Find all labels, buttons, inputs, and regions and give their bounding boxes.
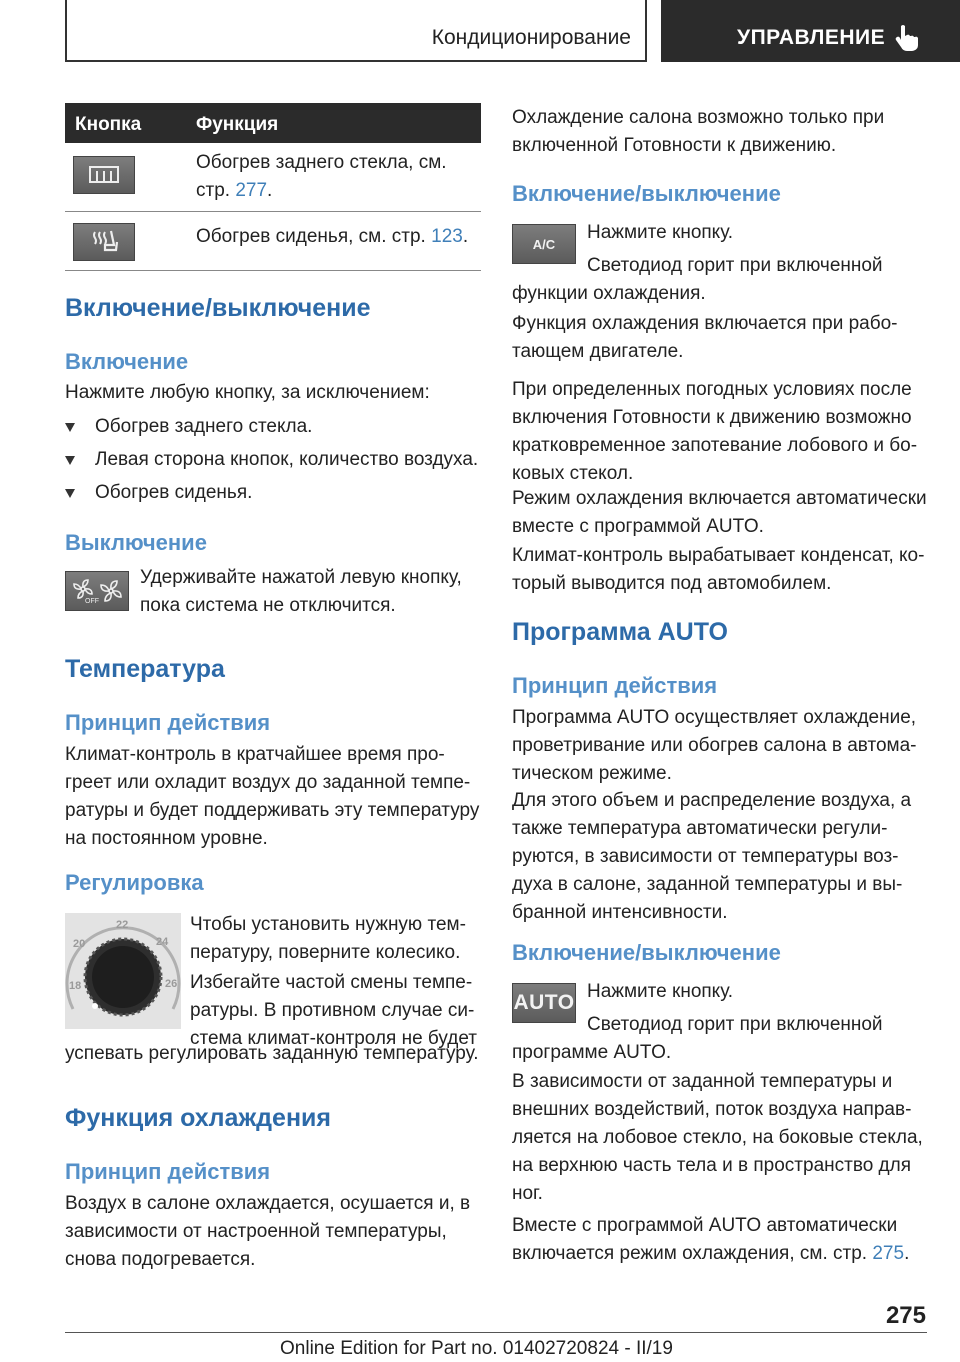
page-link[interactable]: 275 xyxy=(872,1243,905,1264)
knob-label-26: 26 xyxy=(165,978,178,990)
heading-on-off: Включение/выключение xyxy=(65,294,371,322)
paragraph: Воздух в салоне охлаждается, осушается и, в зависимости от настроенной температуры, снова подогревается. xyxy=(65,1193,471,1270)
footer-divider xyxy=(65,1332,927,1333)
paragraph: Климат-контроль в кратчайшее время про- греет или охладит воздух до заданной темпе- ратуры и будет поддерживать эту температуру на постоянном уровне. xyxy=(65,744,480,849)
triangle-bullet-icon xyxy=(65,456,75,465)
page-number: 275 xyxy=(885,1302,926,1329)
page-link[interactable]: 123 xyxy=(431,226,463,247)
heading-switch-off: Выключение xyxy=(65,530,207,555)
section-title: Кондиционирование xyxy=(431,26,631,49)
heading-temperature: Температура xyxy=(65,655,225,683)
ac-key-label: A/C xyxy=(532,236,556,252)
heading-principle: Принцип действия xyxy=(512,673,718,698)
running-header xyxy=(65,0,647,62)
chapter-title: УПРАВЛЕНИЕ xyxy=(737,26,886,49)
footer-edition: Online Edition for Part no. 01402720824 - II/19 xyxy=(280,1338,673,1359)
paragraph: функции охлаждения. xyxy=(512,283,706,304)
hand-pointer-icon xyxy=(895,24,919,52)
auto-button-image xyxy=(512,983,576,1023)
ac-button-image xyxy=(512,224,576,264)
seat-heating-icon xyxy=(73,223,135,261)
table-cell-text: Обогрев сиденья, см. стр. xyxy=(196,226,432,247)
paragraph: В зависимости от заданной температуры и внешних воздействий, поток воздуха направ- ляется на лобовое стекло, на боковые стекла, на верхнюю часть тела и в пространство для ног. xyxy=(512,1071,923,1204)
heading-auto-program: Программа AUTO xyxy=(512,618,728,646)
knob-label-18: 18 xyxy=(69,980,82,992)
table-header xyxy=(65,103,481,143)
col-header-button: Кнопка xyxy=(75,114,142,135)
paragraph: программе AUTO. xyxy=(512,1042,672,1063)
paragraph: Избегайте частой смены темпе- ратуры. В противном случае си- стема климат-контроля не будет xyxy=(190,972,477,1049)
paragraph: Светодиод горит при включенной xyxy=(587,255,883,276)
triangle-bullet-icon xyxy=(65,489,75,498)
auto-key-label: AUTO xyxy=(513,991,575,1014)
paragraph: Нажмите кнопку. xyxy=(587,222,734,243)
paragraph: Нажмите любую кнопку, за исключением: xyxy=(65,382,430,403)
paragraph: Вместе с программой AUTO автоматически включается режим охлаждения, см. стр. 275. xyxy=(512,1215,910,1264)
heading-principle: Принцип действия xyxy=(65,1159,271,1184)
knob-label-24: 24 xyxy=(156,936,169,948)
heading-principle: Принцип действия xyxy=(65,710,271,735)
heading-on-off: Включение/выключение xyxy=(512,181,781,206)
triangle-bullet-icon xyxy=(65,423,75,432)
table-row: Обогрев сиденья, см. стр. 123. xyxy=(65,212,481,271)
paragraph: Климат-контроль вырабатывает конденсат, ко- торый выводится под автомобилем. xyxy=(512,545,925,594)
fan-off-icon xyxy=(65,571,129,611)
paragraph: Режим охлаждения включается автоматически вместе с программой AUTO. xyxy=(512,488,927,537)
paragraph: Удерживайте нажатой левую кнопку, xyxy=(140,567,462,588)
heading-cooling: Функция охлаждения xyxy=(65,1104,332,1132)
paragraph: При определенных погодных условиях после включения Готовности к движению возможно кратковременное запотевание лобового и бо- ковых стекол. xyxy=(512,379,918,484)
paragraph: пока система не отключится. xyxy=(140,595,396,616)
paragraph: Программа AUTO осуществляет охлаждение, проветривание или обогрев салона в автома- тическом режиме. xyxy=(512,707,917,784)
table-cell-text: Обогрев заднего стекла, см. xyxy=(196,152,447,173)
paragraph: Функция охлаждения включается при рабо- тающем двигателе. xyxy=(512,313,898,362)
paragraph: Чтобы установить нужную тем- пературу, поверните колесико. xyxy=(190,914,466,963)
knob-label-22: 22 xyxy=(116,919,129,931)
paragraph: Светодиод горит при включенной xyxy=(587,1014,883,1035)
heading-switch-on: Включение xyxy=(65,349,189,374)
chapter-tab xyxy=(661,0,960,62)
paragraph: Охлаждение салона возможно только при включенной Готовности к движению. xyxy=(512,107,885,156)
col-header-function: Функция xyxy=(196,114,279,135)
heading-adjustment: Регулировка xyxy=(65,870,204,895)
paragraph: Для этого объем и распределение воздуха, а также температура автоматически регули- руются, в зависимости от температуры воз- духа в салоне, заданной температуры и вы- бранной интенсивности. xyxy=(512,790,912,923)
page-link[interactable]: 277 xyxy=(235,180,268,201)
svg-text:OFF: OFF xyxy=(85,598,99,605)
button-function-table xyxy=(65,103,481,271)
table-row: Обогрев заднего стекла, см. стр. 277. xyxy=(65,143,481,212)
rear-window-defrost-icon xyxy=(73,156,135,194)
paragraph: успевать регулировать заданную температуру. xyxy=(65,1043,479,1064)
paragraph: Нажмите кнопку. xyxy=(587,981,734,1002)
temperature-knob-image xyxy=(65,913,181,1029)
knob-label-20: 20 xyxy=(73,938,86,950)
heading-on-off: Включение/выключение xyxy=(512,940,781,965)
